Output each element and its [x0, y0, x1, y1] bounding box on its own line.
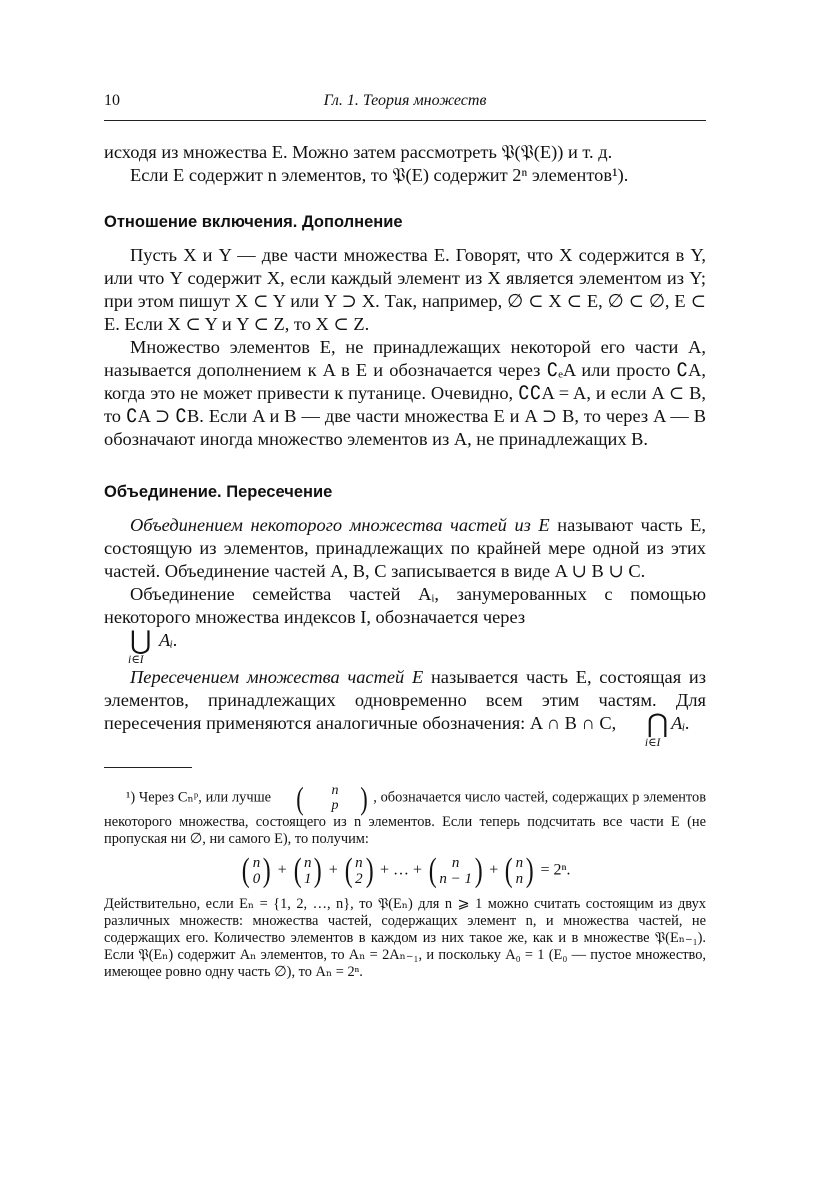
footnote [104, 782, 706, 981]
footnote-paragraph-1 [104, 782, 706, 848]
union-term: Aᵢ. [158, 630, 178, 650]
footnote-text-b: , обозначается число частей, содержащих p элементов некоторого множества, состоящего из n элементов. Если теперь подсчитать все части E (не пропуская ни ∅, ни самого E), то получим: [104, 789, 707, 847]
paragraph-intersection [104, 666, 707, 749]
paragraph-intro-1: исходя из множества E. Можно затем рассмотреть 𝔓(𝔓(E)) и т. д. [104, 142, 613, 162]
binomial-sum-formula: ( n 0 ) + ( n 1 ) + ( n 2 ) + … + ( n n − 1 ) + ( n n ) = 2ⁿ. [242, 852, 571, 889]
formula-result: = 2ⁿ. [540, 861, 571, 879]
running-header [104, 92, 706, 116]
union-definition-text: называют часть E, состоящую из элементов, принадлежащих по крайней мере одной из этих частей. Объединение частей A, B, C записывается в виде A ∪ B ∪ C. [104, 515, 706, 581]
section-heading-inclusion: Отношение включения. Дополнение [104, 213, 403, 231]
big-intersection-symbol: ⋂ i∈I [621, 714, 668, 734]
paragraph-intro-2: Если E содержит n элементов, то 𝔓(E) содержит 2ⁿ элементов¹). [130, 165, 629, 185]
binomial-term: ( n n − 1 ) [428, 852, 483, 889]
footnote-text-a: ¹) Через Cₙᵖ, или лучше [126, 789, 272, 806]
union-definition-term: Объединением некоторого множества частей из E [130, 515, 550, 535]
binomial-n-p: ( n p ) [296, 780, 368, 816]
intersection-index: i∈I [644, 737, 661, 749]
intersection-definition-term: Пересечением множества частей E [130, 667, 424, 687]
binomial-term: ( n 2 ) [344, 852, 374, 889]
binomial-term: ( n 0 ) [242, 852, 271, 889]
running-title: Гл. 1. Теория множеств [323, 92, 487, 109]
main-text [104, 141, 707, 749]
binomial-term: ( n n ) [505, 852, 534, 889]
footnote-rule [104, 767, 192, 768]
page-number: 10 [104, 92, 120, 109]
book-page [104, 92, 706, 981]
paragraph-complement: Множество элементов E, не принадлежащих некоторой его части A, называется дополнением к A в E и обозначается через ∁ₑA или просто ∁A, когда это не может привести к путанице. Очевидно, ∁∁A = A, и если A ⊂ B, то ∁A ⊃ ∁B. Если A и B — две части множества E и A ⊃ B, то через A — B обозначают иногда множество элементов из A, не принадлежащих B. [104, 337, 707, 449]
section-heading-union: Объединение. Пересечение [104, 483, 333, 501]
union-family-text: Объединение семейства частей Aᵢ, занумерованных с помощью некоторого множества индексов I, обозначается через [104, 584, 706, 627]
paragraph-union [104, 514, 706, 583]
footnote-paragraph-2: Действительно, если Eₙ = {1, 2, …, n}, то 𝔓(Eₙ) для n ⩾ 1 можно считать состоящим из двух различных множеств: множества частей, содержащих элемент n, и множества частей, не содержащих его. Количество элементов в каждом из них такое же, как и в множестве 𝔓(Eₙ₋₁). Если 𝔓(Eₙ) содержит Aₙ элементов, то Aₙ = 2Aₙ₋₁, и поскольку A₀ = 1 (E₀ — пустое множество, имеющее ровно одну часть ∅), то Aₙ = 2ⁿ. [104, 896, 706, 980]
paragraph-union-family [104, 583, 706, 666]
header-rule [104, 120, 706, 121]
intersection-term: Aᵢ. [671, 713, 690, 733]
intersection-definition-text: называется часть E, состоящая из элементов, принадлежащих одновременно всем этим частям. Для пересечения применяются аналогичные обозначения: A ∩ B ∩ C, [104, 667, 707, 733]
union-index: i∈I [128, 654, 144, 666]
paragraph-inclusion: Пусть X и Y — две части множества E. Говорят, что X содержится в Y, или что Y содержит X, если каждый элемент из X является элементом из Y; при этом пишут X ⊂ Y или Y ⊃ X. Так, например, ∅ ⊂ X ⊂ E, ∅ ⊂ ∅, E ⊂ E. Если X ⊂ Y и Y ⊂ Z, то X ⊂ Z. [104, 245, 706, 334]
big-union-symbol: ⋃ i∈I [104, 631, 151, 651]
binomial-term: ( n 1 ) [293, 852, 323, 889]
